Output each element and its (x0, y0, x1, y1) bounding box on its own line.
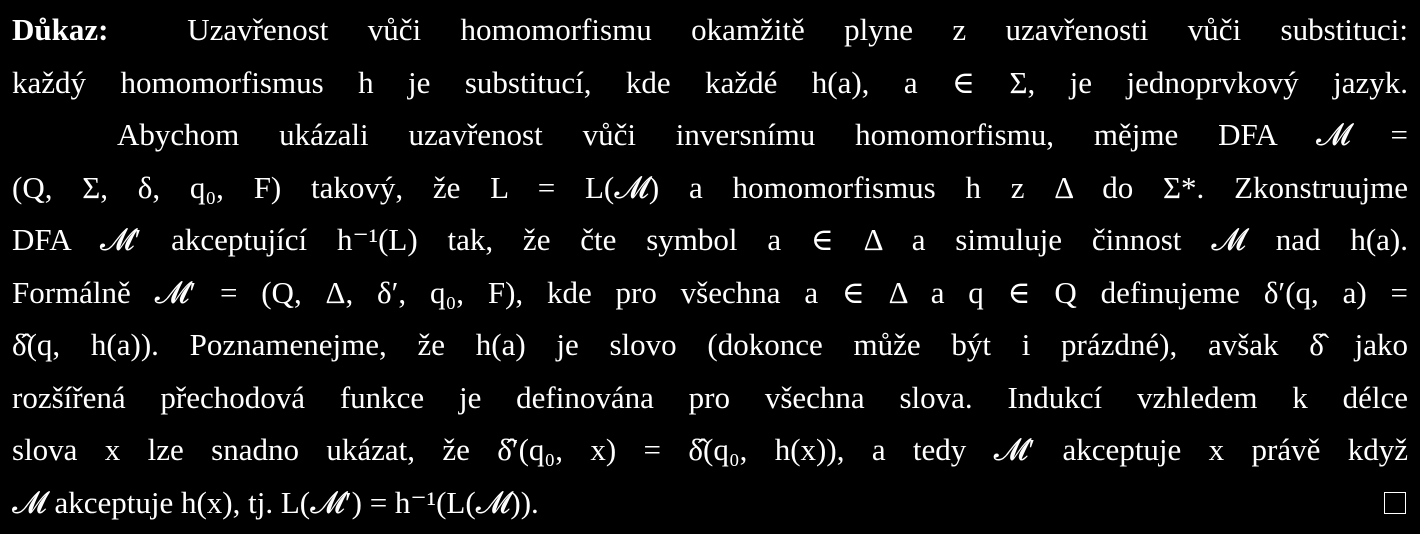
proof-line-5: DFA 𝓜′ akceptující h⁻¹(L) tak, že čte symbol a ∈ Δ a simuluje činnost 𝓜 nad h(a). (12, 222, 1408, 257)
proof-line-7: δ̂(q, h(a)). Poznamenejme, že h(a) je slovo (dokonce může být i prázdné), avšak δ̂ jako (12, 327, 1408, 362)
proof-line-9: slova x lze snadno ukázat, že δ̂′(q₀, x) = δ̂(q₀, h(x)), a tedy 𝓜′ akceptuje x právě když (12, 432, 1408, 467)
proof-line-6: Formálně 𝓜′ = (Q, Δ, δ′, q₀, F), kde pro všechna a ∈ Δ a q ∈ Q definujeme δ′(q, a) = (12, 274, 1408, 310)
proof-line-8: rozšířená přechodová funkce je definována pro všechna slova. Indukcí vzhledem k délce (12, 379, 1408, 415)
proof-line-10-text: 𝓜 akceptuje h(x), tj. L(𝓜′) = h⁻¹(L(𝓜)). (12, 484, 539, 520)
proof-heading: Důkaz: (12, 12, 109, 47)
proof-line-1-text: Uzavřenost vůči homomorfismu okamžitě plyne z uzavřenosti vůči substituci: (187, 12, 1408, 47)
qed-box-icon (1384, 492, 1406, 514)
proof-line-1 (12, 4, 1408, 57)
proof-line-4: (Q, Σ, δ, q₀, F) takový, že L = L(𝓜) a homomorfismus h z Δ do Σ*. Zkonstruujme (12, 169, 1408, 205)
proof-block (12, 4, 1408, 529)
proof-line-3: Abychom ukázali uzavřenost vůči inversnímu homomorfismu, mějme DFA 𝓜 = (117, 117, 1408, 152)
proof-line-10 (12, 477, 1408, 530)
proof-line-2: každý homomorfismus h je substitucí, kde každé h(a), a ∈ Σ, je jednoprvkový jazyk. (12, 64, 1408, 100)
